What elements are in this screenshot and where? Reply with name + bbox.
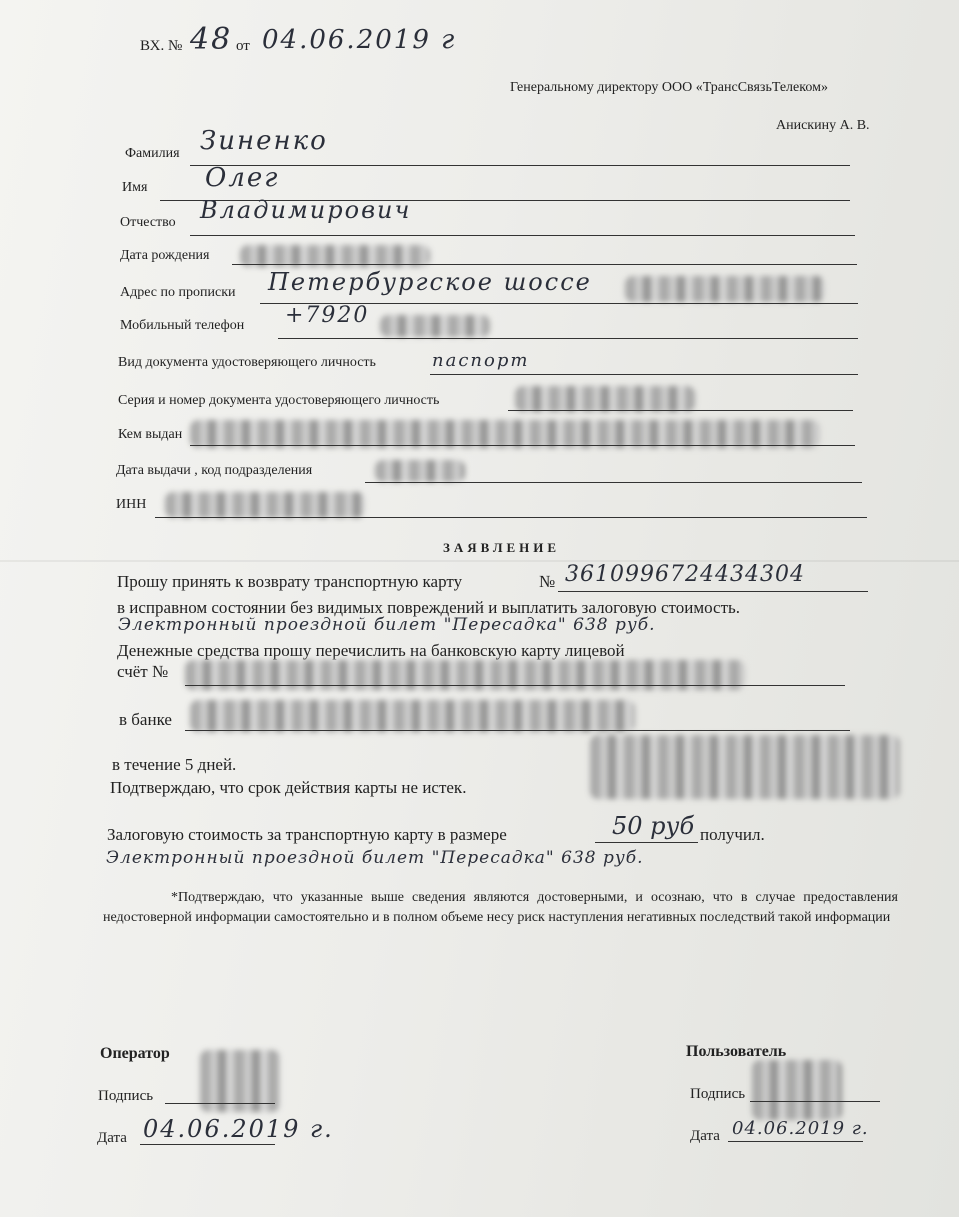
handwritten-note-1: Электронный проездной билет "Пересадка" 638 руб. bbox=[118, 615, 656, 635]
bank-details-redacted bbox=[590, 735, 900, 799]
address-label: Адрес по прописки bbox=[120, 285, 236, 300]
birthdate-line bbox=[232, 264, 857, 265]
name-label: Имя bbox=[122, 180, 148, 195]
issue-date-line bbox=[365, 482, 862, 483]
card-number-value: 3610996724434304 bbox=[565, 562, 805, 587]
addressee-line2: Анискину А. В. bbox=[776, 118, 870, 133]
doc-number-label: Серия и номер документа удостоверяющего личность bbox=[118, 393, 440, 408]
account-label: счёт № bbox=[117, 662, 169, 681]
incoming-number: 48 bbox=[190, 22, 233, 57]
user-signature-redacted bbox=[752, 1060, 842, 1120]
surname-value: Зиненко bbox=[200, 126, 328, 156]
inn-label: ИНН bbox=[116, 497, 147, 512]
issued-by-redacted bbox=[190, 420, 820, 448]
phone-label: Мобильный телефон bbox=[120, 318, 245, 333]
card-number-line bbox=[558, 591, 868, 592]
deposit-line-start: Залоговую стоимость за транспортную карту в размере bbox=[107, 825, 507, 844]
bank-label: в банке bbox=[119, 710, 172, 729]
statement-line5: Подтверждаю, что срок действия карты не истек. bbox=[110, 778, 467, 797]
user-date-line bbox=[728, 1141, 863, 1142]
operator-date-line bbox=[140, 1144, 275, 1145]
operator-sign-label: Подпись bbox=[98, 1088, 154, 1104]
operator-date-value: 04.06.2019 г. bbox=[143, 1115, 334, 1143]
birthdate-label: Дата рождения bbox=[120, 248, 210, 263]
patronymic-label: Отчество bbox=[120, 215, 176, 230]
operator-date-label: Дата bbox=[97, 1130, 127, 1146]
user-date-value: 04.06.2019 г. bbox=[732, 1118, 869, 1139]
issued-by-line bbox=[190, 445, 855, 446]
phone-value: +7920 bbox=[285, 303, 370, 328]
deposit-value: 50 руб bbox=[612, 812, 695, 840]
statement-line4: в течение 5 дней. bbox=[112, 755, 237, 774]
name-value: Олег bbox=[205, 163, 280, 193]
surname-label: Фамилия bbox=[125, 146, 180, 161]
incoming-label: ВХ. № bbox=[140, 38, 183, 54]
phone-redacted bbox=[380, 315, 490, 337]
bank-line bbox=[185, 730, 850, 731]
incoming-date: 04.06.2019 г bbox=[262, 25, 457, 55]
phone-line bbox=[278, 338, 858, 339]
handwritten-note-2: Электронный проездной билет "Пересадка" 638 руб. bbox=[106, 848, 644, 868]
address-value: Петербургское шоссе bbox=[268, 268, 592, 296]
doc-type-value: паспорт bbox=[432, 350, 530, 371]
doc-type-line bbox=[430, 374, 858, 375]
operator-title: Оператор bbox=[100, 1045, 170, 1062]
patronymic-line bbox=[190, 235, 855, 236]
surname-line bbox=[190, 165, 850, 166]
inn-line bbox=[155, 517, 867, 518]
disclaimer: *Подтверждаю, что указанные выше сведения являются достоверными, и осознаю, что в случае предоставления недостоверной информации самостоятельно и в полном объеме несу риск наступления негативных последствий такой информации bbox=[103, 890, 898, 925]
issued-by-label: Кем выдан bbox=[118, 427, 183, 442]
statement-line3: Денежные средства прошу перечислить на банковскую карту лицевой bbox=[117, 641, 625, 660]
user-sign-line bbox=[750, 1101, 880, 1102]
issue-date-redacted bbox=[375, 460, 465, 482]
operator-sign-line bbox=[165, 1103, 275, 1104]
user-title: Пользователь bbox=[686, 1043, 787, 1060]
doc-number-line bbox=[508, 410, 853, 411]
issue-date-label: Дата выдачи , код подразделения bbox=[116, 463, 313, 478]
statement-title: ЗАЯВЛЕНИЕ bbox=[443, 540, 561, 555]
statement-line1: Прошу принять к возврату транспортную карту bbox=[117, 572, 463, 591]
paper-fold bbox=[0, 560, 959, 562]
account-line bbox=[185, 685, 845, 686]
user-sign-label: Подпись bbox=[690, 1086, 746, 1102]
doc-type-label: Вид документа удостоверяющего личность bbox=[118, 355, 376, 370]
addressee-line1: Генеральному директору ООО «ТрансСвязьТелеком» bbox=[510, 80, 828, 95]
user-date-label: Дата bbox=[690, 1128, 720, 1144]
patronymic-value: Владимирович bbox=[200, 196, 412, 224]
statement-line2: в исправном состоянии без видимых повреждений и выплатить залоговую стоимость. bbox=[117, 598, 741, 617]
doc-number-redacted bbox=[515, 386, 695, 412]
deposit-line-end: получил. bbox=[700, 825, 765, 844]
incoming-ot-label: от bbox=[236, 38, 250, 54]
bank-redacted bbox=[190, 700, 635, 732]
inn-redacted bbox=[165, 492, 365, 518]
deposit-line bbox=[595, 842, 698, 843]
address-redacted bbox=[625, 276, 825, 302]
card-number-label: № bbox=[539, 572, 556, 591]
